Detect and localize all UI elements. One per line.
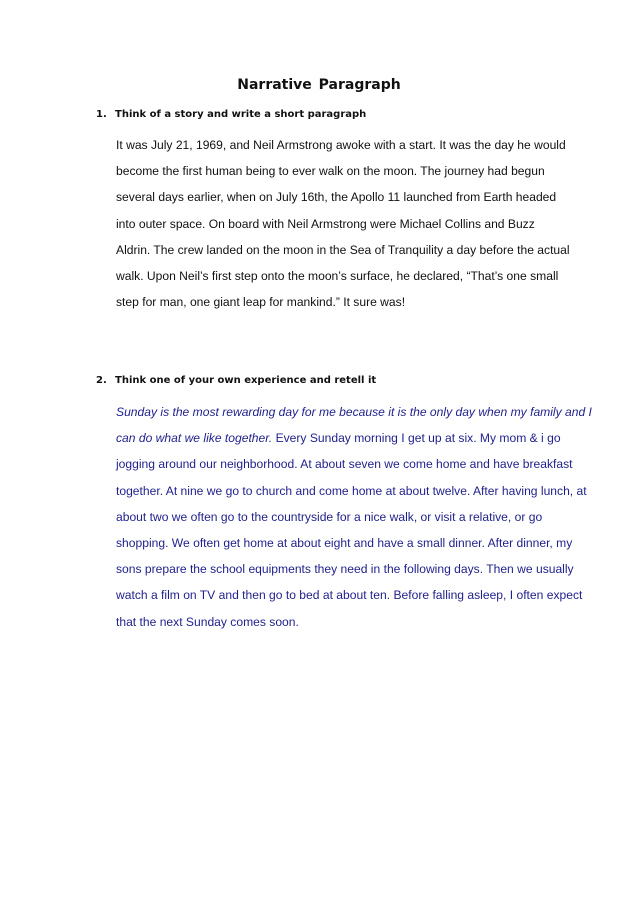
paragraph-line: into outer space. On board with Neil Armstrong were Michael Collins and Buzz [116,216,535,231]
paragraph-line: watch a film on TV and then go to bed at about ten. Before falling asleep, I often expect [116,588,583,603]
paragraph-line: Aldrin. The crew landed on the moon in the Sea of Tranquility a day before the actual [116,242,570,257]
section-2-paragraph [116,399,592,635]
paragraph-line-mixed [116,425,578,451]
paragraph-line: It was July 21, 1969, and Neil Armstrong awoke with a start. It was the day he would [116,138,566,152]
section-1-number: 1. [96,109,107,120]
paragraph-line: shopping. We often get home at about eight and have a small dinner. After dinner, my [116,535,573,550]
paragraph-line: about two we often go to the countryside for a nice walk, or visit a relative, or go [116,509,543,524]
section-1-heading [96,109,366,120]
page-title: Narrative Paragraph [237,77,401,93]
paragraph-line: step for man, one giant leap for mankind.” It sure was! [116,295,406,310]
paragraph-line: become the first human being to ever walk on the moon. The journey had begun [116,164,545,179]
paragraph-line: that the next Sunday comes soon. [116,614,299,629]
section-2-heading-text: Think one of your own experience and retell it [115,375,377,386]
paragraph-line: together. At nine we go to church and come home at about twelve. After having lunch, at [116,483,587,498]
paragraph-line: sons prepare the school equipments they need in the following days. Then we usually [116,562,574,577]
paragraph-line: walk. Upon Neil’s first step onto the moon’s surface, he declared, “That’s one small [116,268,559,283]
section-1-heading-text: Think of a story and write a short paragraph [115,109,367,120]
section-1-paragraph [116,132,578,315]
paragraph-italic-fragment: can do what we like together. [116,431,273,446]
paragraph-fragment: Every Sunday morning I get up at six. My mom & i go [272,431,561,446]
paragraph-line: jogging around our neighborhood. At about seven we come home and have breakfast [116,457,573,472]
paragraph-line-italic: Sunday is the most rewarding day for me because it is the only day when my family and I [116,405,592,419]
paragraph-line: several days earlier, when on July 16th, the Apollo 11 launched from Earth headed [116,190,557,205]
section-2-number: 2. [96,375,107,386]
section-2-heading [96,375,376,386]
